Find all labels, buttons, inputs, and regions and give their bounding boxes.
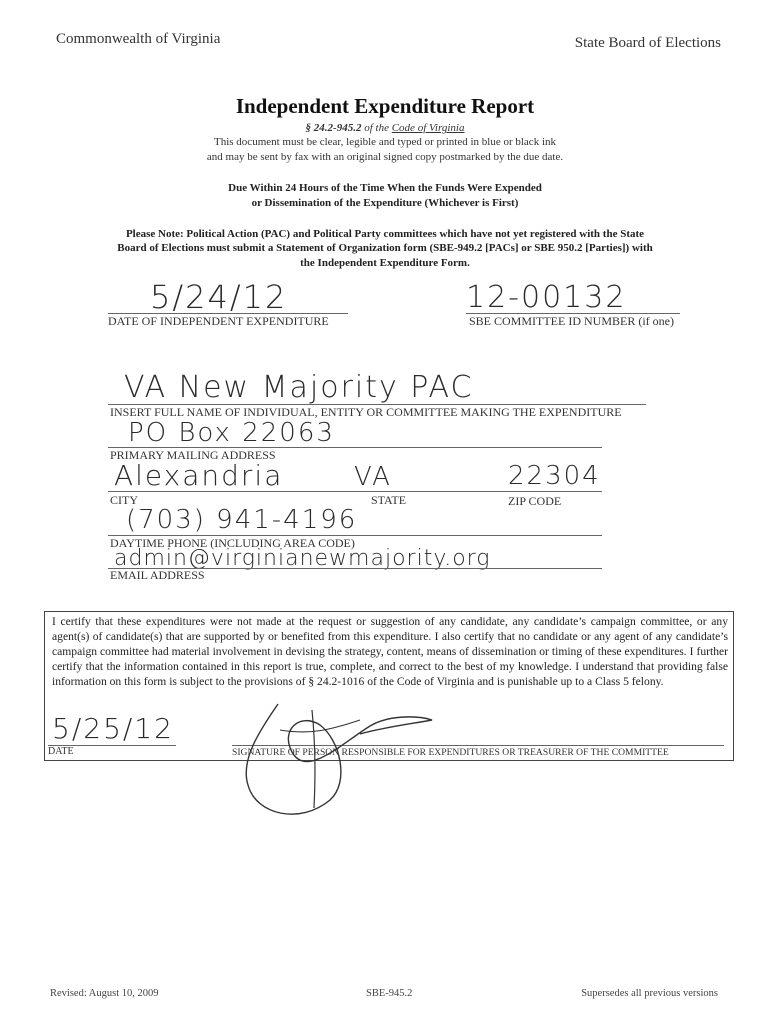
footer-revised: Revised: August 10, 2009 (50, 988, 159, 999)
please-note-line-3: the Independent Expenditure Form. (300, 257, 470, 269)
state-label: STATE (371, 493, 407, 507)
header-left: Commonwealth of Virginia (56, 31, 221, 47)
full-name-value[interactable]: VA New Majority PAC (124, 370, 474, 405)
instruction-line-1: This document must be clear, legible and typed or printed in blue or black ink (214, 136, 556, 148)
city-value[interactable]: Alexandria (114, 459, 284, 492)
footer-form-number: SBE-945.2 (366, 988, 413, 999)
email-label: EMAIL ADDRESS (110, 568, 205, 582)
city-label: CITY (110, 493, 138, 507)
due-notice-line-1: Due Within 24 Hours of the Time When the Funds Were Expended (228, 182, 542, 194)
footer-supersedes: Supersedes all previous versions (581, 988, 718, 999)
header-right: State Board of Elections (574, 35, 721, 51)
phone-value[interactable]: (703) 941-4196 (126, 505, 358, 535)
please-note-line-1: Please Note: Political Action (PAC) and Political Party committees which have not yet registered with the State (125, 228, 645, 240)
zip-code-label: ZIP CODE (508, 494, 562, 508)
citation-code-link[interactable]: Code of Virginia (391, 122, 465, 134)
email-value[interactable]: admin@virginianewmajority.org (114, 546, 491, 571)
signature-scribble-icon[interactable] (220, 690, 470, 830)
please-note-line-2: Board of Elections must submit a Statement of Organization form (SBE-949.2 [PACs] or SBE 950.2 [Parties]) with (117, 242, 653, 254)
date-of-expenditure-label: DATE OF INDEPENDENT EXPENDITURE (108, 314, 329, 328)
signature-label: SIGNATURE OF PERSON RESPONSIBLE FOR EXPENDITURES OR TREASURER OF THE COMMITTEE (232, 747, 669, 758)
certification-text: I certify that these expenditures were not made at the request or suggestion of any candidate, any candidate’s campaign committee, or any agent(s) of candidate(s) that are supported by or benefited from this expenditure. I also certify that no candidate or any agent of any candidate’s campaign committee had material involvement in devising the strategy, content, means of dissemination or timing of these expenditures. I further certify that the information contained in this report is true, complete, and correct to the best of my knowledge. I understand that providing false information on this form is subject to the provisions of § 24.2-1016 of the Code of Virginia and is punishable up to a Class 5 felony. (52, 615, 728, 688)
due-notice-line-2: or Dissemination of the Expenditure (Whichever is First) (251, 197, 519, 209)
full-name-label: INSERT FULL NAME OF INDIVIDUAL, ENTITY OR COMMITTEE MAKING THE EXPENDITURE (110, 405, 622, 419)
committee-id-value[interactable]: 12-00132 (466, 280, 627, 315)
citation (0, 122, 770, 134)
instruction-line-2: and may be sent by fax with an original signed copy postmarked by the due date. (206, 151, 564, 163)
certification-date-value[interactable]: 5/25/12 (52, 712, 174, 745)
citation-of-the: of the (364, 122, 389, 134)
date-of-expenditure-value[interactable]: 5/24/12 (150, 278, 288, 316)
committee-id-label: SBE COMMITTEE ID NUMBER (if one) (469, 314, 674, 328)
mailing-address-label: PRIMARY MAILING ADDRESS (110, 448, 276, 462)
phone-label: DAYTIME PHONE (INCLUDING AREA CODE) (110, 536, 355, 550)
zip-code-value[interactable]: 22304 (508, 461, 601, 491)
citation-section: § 24.2-945.2 (305, 122, 362, 134)
page-title: Independent Expenditure Report (235, 94, 535, 118)
state-value[interactable]: VA (354, 462, 392, 492)
mailing-address-value[interactable]: PO Box 22063 (128, 418, 335, 448)
certification-date-label: DATE (48, 746, 74, 757)
